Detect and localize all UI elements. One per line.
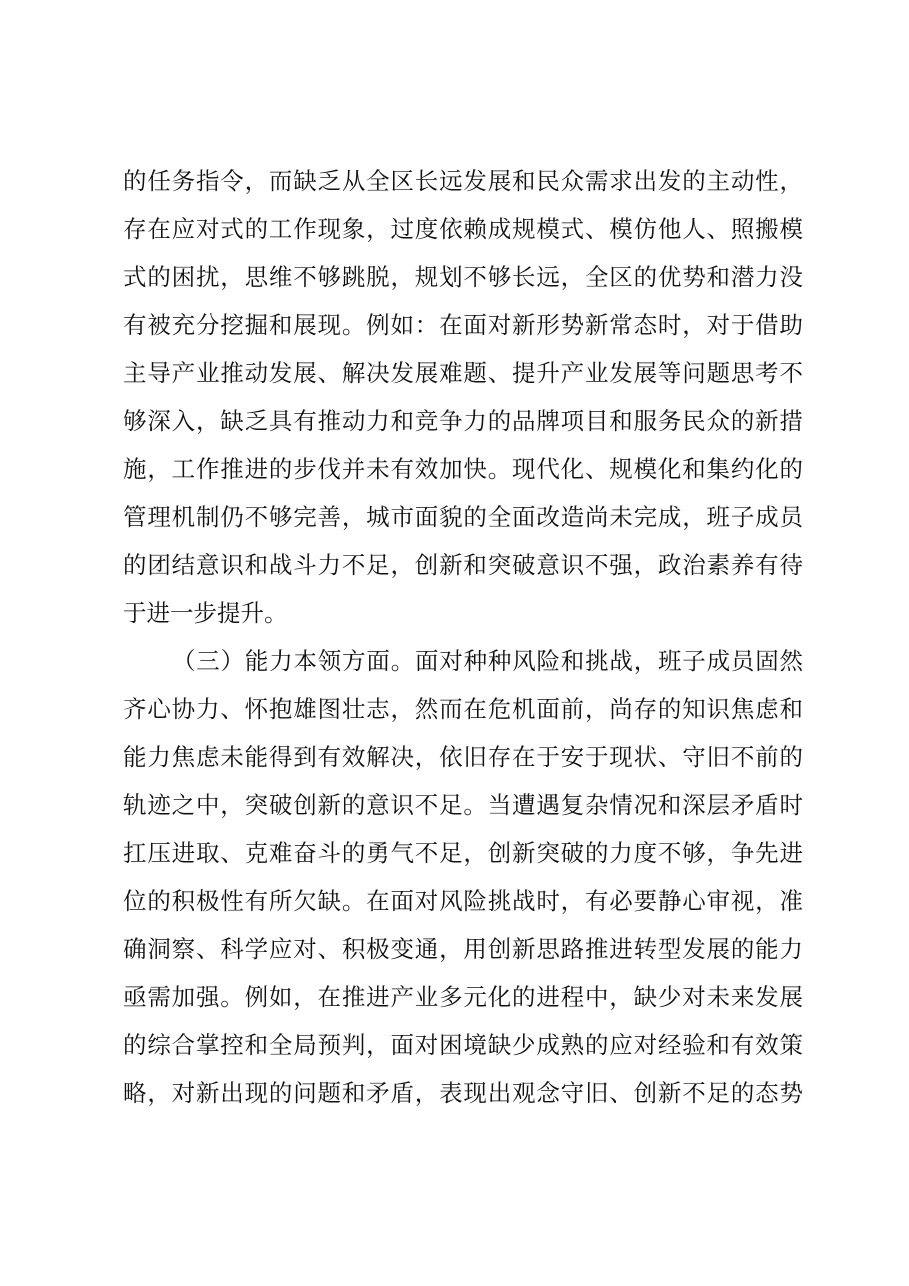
text-line-4: 有被充分挖掘和展现。例如：在面对新形势新常态时，对于借助 [123, 311, 803, 339]
text-line-14: 轨迹之中，突破创新的意识不足。当遭遇复杂情况和深层矛盾时 [123, 791, 803, 819]
text-line-9: 的团结意识和战斗力不足，创新和突破意识不强，政治素养有待 [123, 551, 803, 579]
text-line-1: 的任务指令，而缺乏从全区长远发展和民众需求出发的主动性， [123, 167, 803, 195]
text-line-13: 能力焦虑未能得到有效解决，依旧存在于安于现状、守旧不前的 [123, 743, 803, 771]
text-line-18: 亟需加强。例如，在推进产业多元化的进程中，缺少对未来发展 [123, 983, 803, 1011]
text-line-20: 略，对新出现的问题和矛盾，表现出观念守旧、创新不足的态势 [123, 1079, 803, 1107]
text-line-12: 齐心协力、怀抱雄图壮志，然而在危机面前，尚存的知识焦虑和 [123, 695, 803, 723]
text-line-5: 主导产业推动发展、解决发展难题、提升产业发展等问题思考不 [123, 359, 803, 387]
text-line-10: 于进一步提升。 [123, 599, 288, 627]
section-heading-line: （三）能力本领方面。面对种种风险和挑战，班子成员固然 [172, 647, 803, 675]
text-line-8: 管理机制仍不够完善，城市面貌的全面改造尚未完成，班子成员 [123, 503, 803, 531]
text-line-3: 式的困扰，思维不够跳脱，规划不够长远，全区的优势和潜力没 [123, 263, 803, 291]
text-line-6: 够深入，缺乏具有推动力和竞争力的品牌项目和服务民众的新措 [123, 407, 803, 435]
text-line-7: 施，工作推进的步伐并未有效加快。现代化、规模化和集约化的 [123, 455, 803, 483]
text-line-15: 扛压进取、克难奋斗的勇气不足，创新突破的力度不够，争先进 [123, 839, 803, 867]
text-line-16: 位的积极性有所欠缺。在面对风险挑战时，有必要静心审视，准 [123, 887, 803, 915]
text-line-17: 确洞察、科学应对、积极变通，用创新思路推进转型发展的能力 [123, 935, 803, 963]
text-line-19: 的综合掌控和全局预判，面对困境缺少成熟的应对经验和有效策 [123, 1031, 803, 1059]
text-line-2: 存在应对式的工作现象，过度依赖成规模式、模仿他人、照搬模 [123, 215, 803, 243]
